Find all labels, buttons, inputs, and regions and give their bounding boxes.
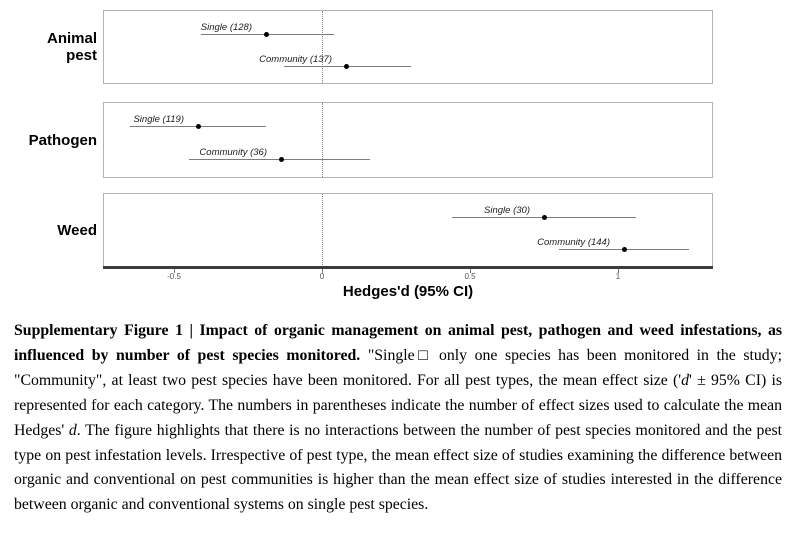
- category-label-animal-pest: Animal pest: [46, 30, 97, 64]
- axis-tick-label: 1: [615, 272, 621, 281]
- panel-box: [103, 10, 713, 84]
- zero-line-icon: [322, 103, 323, 177]
- figure-caption: [0, 319, 795, 518]
- mean-point: [622, 247, 627, 252]
- caption-italic-d: d: [68, 421, 77, 439]
- caption-text: . The figure highlights that there is no interactions between the number of pest species monitored and the pest type on pest infestation levels. Irrespective of pest type, the mean effect size of studies examining the difference between organic and conventional on pest communities is higher than the mean effect size of studies interested in the difference between organic and conventional systems on single pest species.: [14, 421, 782, 514]
- axis-tick-label: 0.5: [464, 272, 476, 281]
- caption-bold-lead: Supplementary Figure 1 | Impact of organic management on animal pest, pathogen and weed infestations, as influenced by number of pest species monitored.: [14, 322, 782, 364]
- category-label-weed: Weed: [57, 222, 97, 239]
- mean-point: [196, 124, 201, 129]
- mean-point: [344, 64, 349, 69]
- mean-point: [542, 215, 547, 220]
- row-label: Community (36): [199, 147, 267, 158]
- zero-line-icon: [322, 194, 323, 267]
- caption-italic-d: d: [681, 371, 690, 389]
- row-label: Community (137): [259, 54, 332, 65]
- row-label: Single (30): [484, 205, 530, 216]
- x-axis-title: Hedges'd (95% CI): [342, 283, 474, 300]
- panel-box: [103, 102, 713, 178]
- zero-line-icon: [322, 11, 323, 83]
- caption-text: ' ± 95% CI) is represented for each category. The numbers in parentheses indicate the number of effect sizes used to calculate the mean Hedges': [14, 371, 782, 439]
- row-label: Single (119): [133, 114, 184, 125]
- panel-box: [103, 193, 713, 268]
- axis-tick-label: -0.5: [167, 272, 181, 281]
- caption-text: "Single□ only one species has been monitored in the study; "Community", at least two pest species have been monitored. For all pest types, the mean effect size (': [14, 346, 782, 389]
- axis-tick-label: 0: [319, 272, 325, 281]
- row-label: Single (128): [200, 22, 252, 33]
- mean-point: [264, 32, 269, 37]
- row-label: Community (144): [537, 237, 610, 248]
- x-axis-line: [103, 266, 713, 269]
- category-label-pathogen: Pathogen: [28, 131, 97, 149]
- mean-point: [279, 157, 284, 162]
